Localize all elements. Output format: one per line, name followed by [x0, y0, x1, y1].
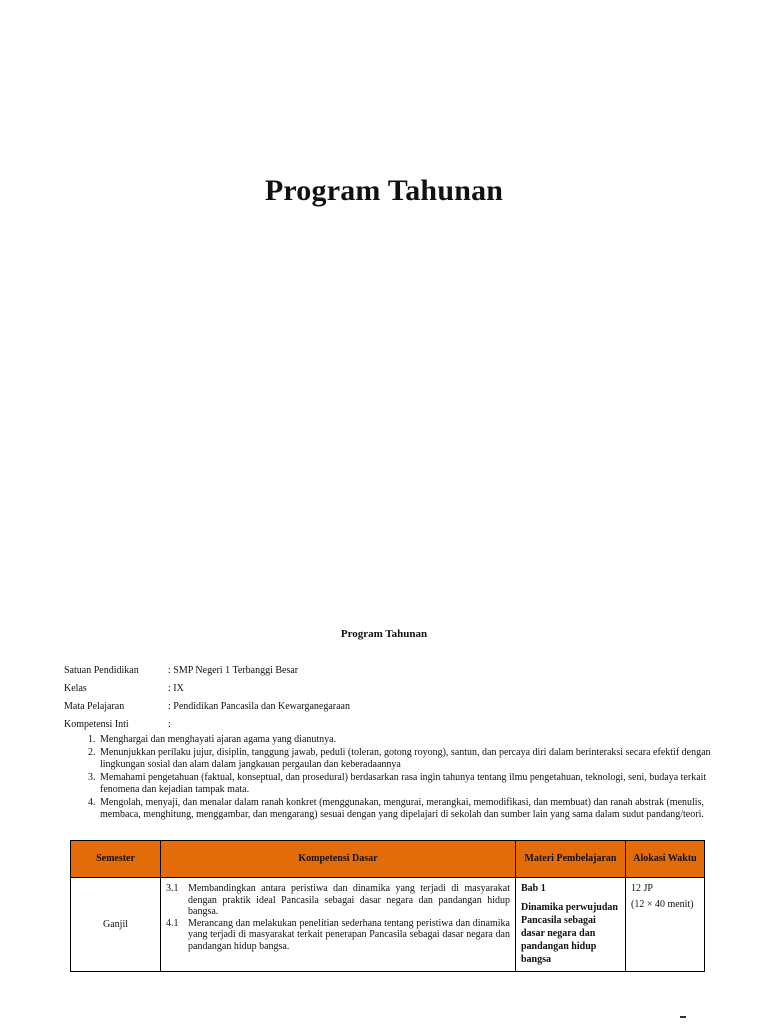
ki-item: 2. Menunjukkan perilaku jujur, disiplin, tanggung jawab, peduli (toleran, gotong royong), santun, dan percaya diri dalam berinteraksi secara efektif dengan lingkungan sosial dan alam dalam jangkauan pergaulan dan keberadaannya	[98, 747, 728, 772]
materi-chapter: Bab 1	[521, 883, 546, 894]
header-semester: Semester	[71, 841, 161, 878]
kd-text: Membandingkan antara peristiwa dan dinamika yang terjadi di masyarakat dengan praktik ideal Pancasila sebagai dasar negara dan pandangan hidup bangsa.	[188, 883, 510, 917]
meta-label: Satuan Pendidikan	[64, 665, 139, 676]
ki-item: 1. Menghargai dan menghayati ajaran agama yang dianutnya.	[98, 734, 728, 747]
meta-row-ki	[64, 716, 350, 734]
document-title: Program Tahunan	[264, 174, 504, 207]
kd-item	[166, 918, 510, 953]
header-kompetensi-dasar: Kompetensi Dasar	[161, 841, 516, 878]
materi-topic: Dinamika perwujudan Pancasila sebagai dasar negara dan pandangan hidup bangsa	[521, 901, 618, 965]
cell-kompetensi-dasar	[161, 878, 516, 972]
meta-row-kelas	[64, 680, 350, 698]
meta-row-satuan	[64, 662, 350, 680]
header-alokasi: Alokasi Waktu	[626, 841, 705, 878]
alokasi-detail: (12 × 40 menit)	[631, 898, 694, 910]
meta-value: :	[168, 719, 171, 730]
ki-item: 3. Memahami pengetahuan (faktual, konseptual, dan prosedural) berdasarkan rasa ingin tahunya tentang ilmu pengetahuan, teknologi, seni, budaya terkait fenomena dan kejadian tampak mata.	[98, 772, 728, 797]
meta-label: Kompetensi Inti	[64, 719, 129, 730]
kd-number: 3.1	[166, 883, 179, 894]
cell-materi	[516, 878, 626, 972]
table-row	[71, 878, 705, 972]
alokasi-jp: 12 JP	[631, 883, 653, 894]
meta-row-mapel	[64, 698, 350, 716]
meta-value: : Pendidikan Pancasila dan Kewarganegaraan	[168, 701, 350, 712]
cell-alokasi	[626, 878, 705, 972]
kd-number: 4.1	[166, 917, 179, 929]
header-materi: Materi Pembelajaran	[516, 841, 626, 878]
program-table	[70, 840, 705, 972]
kd-text: Merancang dan melakukan penelitian sederhana tentang peristiwa dan dinamika yang terjadi di masyarakat terkait penerapan Pancasila sebagai dasar negara dan pandangan hidup bangsa.	[188, 917, 510, 952]
identity-block	[64, 662, 350, 734]
ki-item: 4. Mengolah, menyaji, dan menalar dalam ranah konkret (menggunakan, mengurai, merangkai, memodifikasi, dan membuat) dan ranah abstrak (menulis, membaca, menghitung, menggambar, dan mengarang) sesuai dengan yang dipelajari di sekolah dan sumber lain yang sama dalam sudut pandang/teori.	[98, 797, 728, 822]
table-header-row	[71, 841, 705, 878]
cell-semester: Ganjil	[71, 878, 161, 972]
kompetensi-inti-list	[79, 734, 728, 822]
meta-value: : IX	[168, 683, 184, 694]
meta-label: Kelas	[64, 683, 87, 694]
section-title: Program Tahunan	[340, 628, 428, 640]
page-edge-mark	[680, 1016, 686, 1018]
meta-label: Mata Pelajaran	[64, 701, 125, 712]
meta-value: : SMP Negeri 1 Terbanggi Besar	[168, 665, 299, 676]
kd-item	[166, 883, 510, 918]
